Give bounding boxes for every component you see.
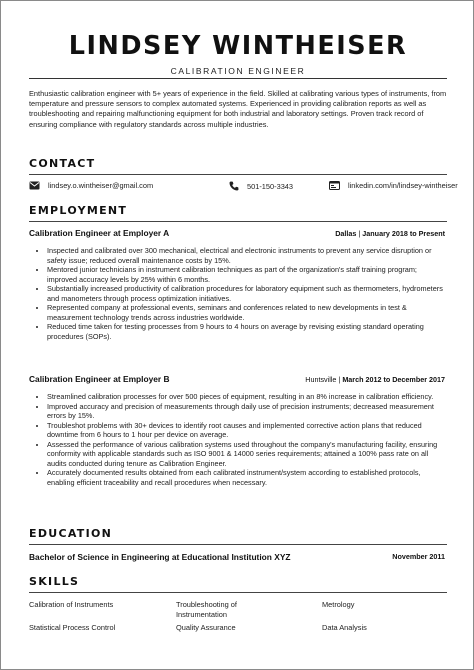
job-dates: March 2012 to December 2017	[342, 375, 445, 384]
education-heading: EDUCATION	[29, 527, 113, 540]
job-location: Huntsville	[305, 375, 337, 384]
job-title-header: CALIBRATION ENGINEER	[170, 66, 306, 76]
job-title: Calibration Engineer at Employer A	[29, 228, 170, 238]
contact-heading: CONTACT	[29, 157, 96, 170]
candidate-name: LINDSEY WINTHEISER	[68, 31, 408, 61]
job-bullets	[29, 246, 447, 341]
job-meta	[335, 229, 445, 238]
education-date: November 2011	[392, 552, 445, 561]
meta-separator: |	[338, 375, 343, 384]
contact-divider	[29, 174, 447, 175]
job-bullet: • Troubleshot problems with 30+ devices to identify root causes and implemented corrective action plans that reduced downtime from 6 hours to 1 hour per device on average.	[47, 421, 447, 440]
summary-paragraph: Enthusiastic calibration engineer with 5+ years of experience in the field. Skilled at calibrating various types of instruments, from temperature and pressure sensors to complex automated systems. Experienced in providing calibration reports as well as troubleshooting and repairing malfunctioning equipment for both industrial and laboratory settings. Proven track record of ensuring compliance with regulatory standards across multiple industries.	[29, 89, 447, 129]
job-bullet: • Assessed the performance of various calibration systems used throughout the company's manufacturing facility, ensuring conformity with applicable standards such as ISO 9001 & 14000 series requirements; attained a 100% pass rate on all audits conducted during tenure as Calibration Engineer.	[47, 440, 447, 469]
employment-divider	[29, 221, 447, 222]
job-title: Calibration Engineer at Employer B	[29, 374, 170, 384]
skill-item: Metrology	[322, 600, 355, 609]
header-divider	[29, 78, 447, 79]
job-bullet: • Mentored junior technicians in instrument calibration techniques as part of the organization's staff training program; improved accuracy levels by 25% within 6 months.	[47, 265, 447, 284]
envelope-icon	[29, 181, 40, 190]
linkedin-text: linkedin.com/in/lindsey-wintheiser	[348, 181, 458, 190]
phone-text: 501-150-3343	[247, 181, 294, 191]
email-text: lindsey.o.wintheiser@gmail.com	[48, 181, 154, 190]
job-bullets	[29, 392, 447, 487]
job-meta	[305, 375, 445, 384]
job-bullet: • Streamlined calibration processes for over 500 pieces of equipment, resulting in an 8% increase in calibration efficiency.	[47, 392, 447, 402]
job-bullet: • Represented company at professional events, seminars and conferences related to new developments in test & measurement technology trends across industries worldwide.	[47, 303, 447, 322]
skills-heading: SKILLS	[29, 575, 80, 588]
education-degree: Bachelor of Science in Engineering at Educational Institution XYZ	[29, 552, 291, 562]
skill-item: Calibration of Instruments	[29, 600, 114, 609]
job-bullet: • Reduced time taken for testing processes from 9 hours to 4 hours on average by revising existing standard operating procedures (SOPs).	[47, 322, 447, 341]
employment-heading: EMPLOYMENT	[29, 204, 128, 217]
skill-item: Troubleshooting of Instrumentation	[176, 600, 237, 619]
contact-linkedin[interactable]	[329, 181, 458, 190]
job-bullet: • Improved accuracy and precision of measurements through daily use of precision instruments; decreased measurement errors by 15%.	[47, 402, 447, 421]
job-location: Dallas	[335, 229, 357, 238]
meta-separator: |	[358, 229, 363, 238]
skills-divider	[29, 592, 447, 593]
skill-item: Data Analysis	[322, 623, 367, 632]
contact-email[interactable]	[29, 181, 153, 190]
skill-item: Quality Assurance	[176, 623, 236, 632]
skill-item: Statistical Process Control	[29, 623, 116, 632]
education-divider	[29, 544, 447, 545]
job-dates: January 2018 to Present	[362, 229, 445, 238]
job-bullet: • Accurately documented results obtained from each calibrated instrument/system according to established protocols, enabling efficient traceability and recall procedures when necessary.	[47, 468, 447, 487]
job-bullet: • Inspected and calibrated over 300 mechanical, electrical and electronic instruments to prevent any service disruption or safety issue; reduced overall maintenance costs by 15%.	[47, 246, 447, 265]
contact-phone[interactable]	[229, 181, 293, 191]
id-card-icon	[329, 181, 340, 190]
phone-icon	[229, 181, 239, 191]
job-bullet: • Substantially increased productivity of calibration procedures for laboratory equipment such as thermometers, hydrometers and manometers through process optimization initiatives.	[47, 284, 447, 303]
